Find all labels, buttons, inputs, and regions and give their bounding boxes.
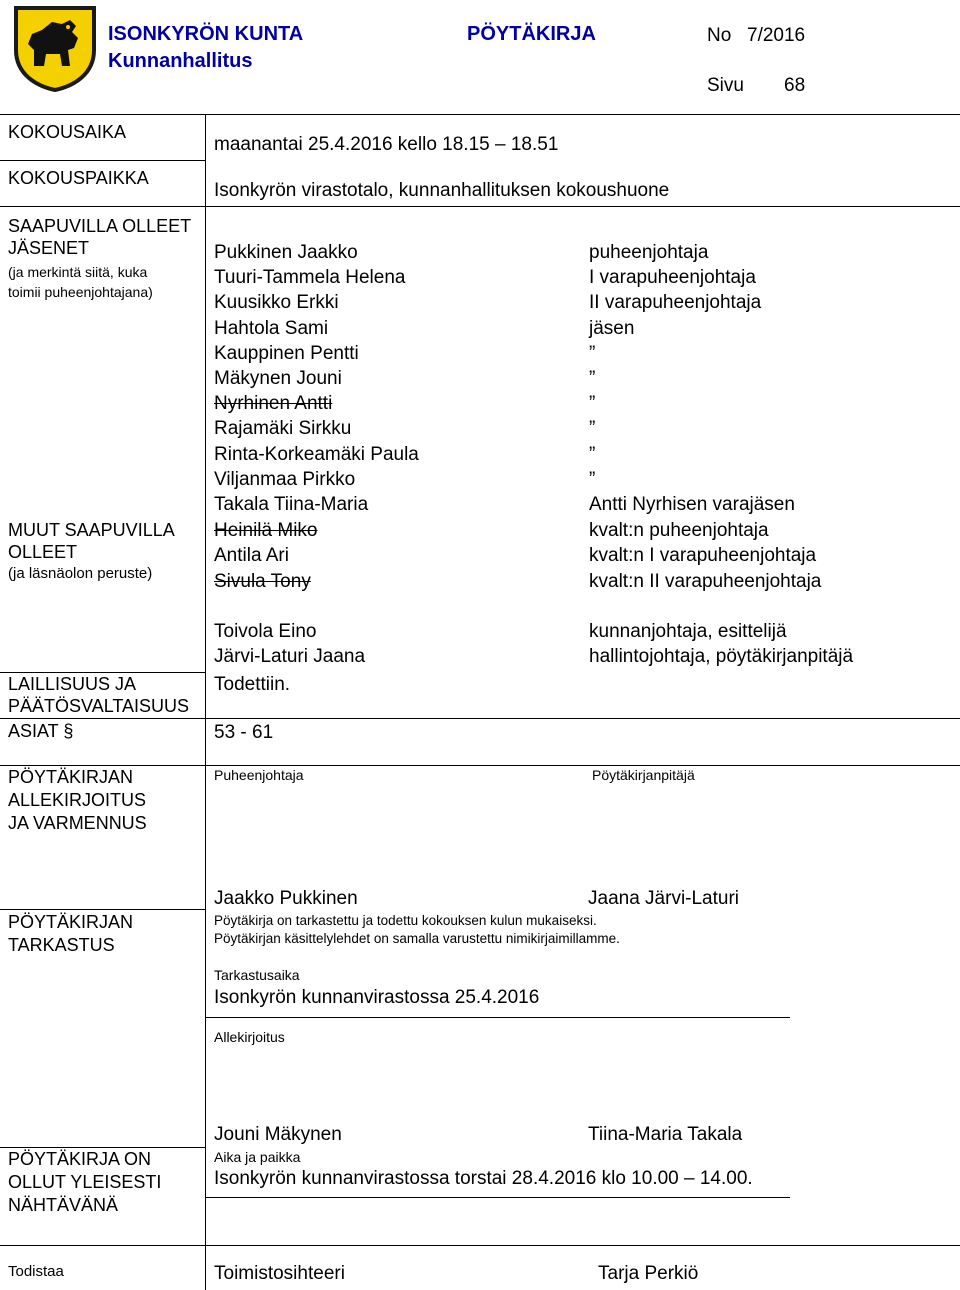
reviewer-name: Tiina-Maria Takala — [588, 1124, 743, 1145]
attendee-name: Järvi-Laturi Jaana — [214, 646, 366, 667]
public-time-place-value: Isonkyrön kunnanvirastossa torstai 28.4.2016 klo 10.00 – 14.00. — [214, 1168, 753, 1189]
review-label: TARKASTUS — [8, 935, 115, 955]
table-top-border — [0, 114, 960, 115]
document-type: PÖYTÄKIRJA — [467, 23, 596, 45]
attendee-role: Antti Nyrhisen varajäsen — [589, 494, 795, 515]
attendee-role: ” — [589, 418, 596, 440]
row-divider — [0, 672, 205, 673]
attendee-name: Mäkynen Jouni — [214, 368, 342, 389]
members-label: JÄSENET — [8, 238, 90, 258]
attendee-name: Viljanmaa Pirkko — [214, 468, 356, 490]
attendee-name: Tuuri-Tammela Helena — [214, 267, 406, 289]
public-label: OLLUT YLEISESTI — [8, 1172, 162, 1192]
secretary-signature-label: Pöytäkirjanpitäjä — [592, 767, 695, 783]
attendee-name: Rajamäki Sirkku — [214, 418, 352, 440]
attendee-role: puheenjohtaja — [589, 242, 709, 263]
signing-label: PÖYTÄKIRJAN — [8, 767, 134, 787]
chair-name: Jaakko Pukkinen — [214, 888, 358, 909]
others-note: (ja läsnäolon peruste) — [8, 565, 153, 582]
legality-value: Todettiin. — [214, 674, 291, 695]
legality-label: LAILLISUUS JA — [8, 674, 137, 694]
governing-body: Kunnanhallitus — [108, 50, 253, 72]
members-note: (ja merkintä siitä, kuka — [8, 264, 148, 280]
attendee-role: jäsen — [589, 317, 635, 339]
chair-signature-label: Puheenjohtaja — [214, 767, 304, 783]
signing-label: JA VARMENNUS — [8, 813, 147, 833]
signing-label: ALLEKIRJOITUS — [8, 790, 147, 810]
members-label: SAAPUVILLA OLLEET — [8, 216, 192, 236]
others-label: OLLEET — [8, 542, 78, 562]
certify-name: Tarja Perkiö — [598, 1263, 699, 1284]
row-divider — [0, 1147, 205, 1148]
review-label: PÖYTÄKIRJAN — [8, 912, 134, 932]
public-time-place-label: Aika ja paikka — [214, 1149, 301, 1165]
review-text: Pöytäkirja on tarkastettu ja todettu kokouksen kulun mukaiseksi. — [214, 913, 597, 928]
attendee-name: Nyrhinen Antti — [214, 393, 333, 415]
meeting-time-label: KOKOUSAIKA — [8, 122, 127, 142]
attendee-role: kvalt:n II varapuheenjohtaja — [589, 571, 822, 592]
meeting-time-value: maanantai 25.4.2016 kello 18.15 – 18.51 — [214, 134, 559, 155]
attendee-role: kunnanjohtaja, esittelijä — [589, 621, 787, 642]
others-label: MUUT SAAPUVILLA — [8, 520, 175, 540]
attendee-name: Antila Ari — [214, 545, 289, 566]
row-divider — [0, 1245, 960, 1246]
meeting-place-label: KOKOUSPAIKKA — [8, 168, 149, 188]
attendee-role: I varapuheenjohtaja — [589, 267, 756, 289]
attendee-name: Rinta-Korkeamäki Paula — [214, 443, 419, 465]
review-signature-label: Allekirjoitus — [214, 1029, 285, 1045]
attendee-role: ” — [589, 468, 596, 490]
items-value: 53 - 61 — [214, 722, 274, 743]
items-label: ASIAT § — [8, 721, 74, 741]
attendee-name: Toivola Eino — [214, 621, 317, 642]
members-note: toimii puheenjohtajana) — [8, 284, 153, 300]
secretary-name: Jaana Järvi-Laturi — [588, 888, 740, 909]
attendee-name: Heinilä Miko — [214, 520, 318, 541]
certify-title: Toimistosihteeri — [214, 1263, 345, 1284]
document-number: 7/2016 — [747, 25, 806, 46]
signature-line — [206, 1017, 790, 1018]
label-column-divider — [205, 114, 206, 1290]
attendee-role: ” — [589, 368, 596, 389]
attendee-name: Hahtola Sami — [214, 317, 329, 339]
number-label: No — [707, 25, 732, 46]
review-time-value: Isonkyrön kunnanvirastossa 25.4.2016 — [214, 987, 540, 1008]
attendee-name: Kauppinen Pentti — [214, 342, 359, 364]
row-divider — [0, 909, 205, 910]
attendee-name: Kuusikko Erkki — [214, 292, 339, 314]
public-label: PÖYTÄKIRJA ON — [8, 1149, 152, 1169]
attendee-role: ” — [589, 342, 596, 364]
certify-label: Todistaa — [8, 1263, 64, 1280]
public-label: NÄHTÄVÄNÄ — [8, 1195, 119, 1215]
row-divider — [0, 718, 960, 719]
page-number: 68 — [784, 75, 806, 96]
attendee-name: Sivula Tony — [214, 571, 311, 592]
attendee-role: kvalt:n I varapuheenjohtaja — [589, 545, 817, 566]
reviewer-name: Jouni Mäkynen — [214, 1124, 342, 1145]
attendee-role: ” — [589, 393, 596, 415]
signature-line — [206, 1197, 790, 1198]
attendee-role: kvalt:n puheenjohtaja — [589, 520, 769, 541]
page-label: Sivu — [707, 75, 744, 96]
row-divider — [0, 206, 960, 207]
review-text: Pöytäkirjan käsittelylehdet on samalla varustettu nimikirjaimillamme. — [214, 931, 620, 946]
legality-label: PÄÄTÖSVALTAISUUS — [8, 696, 190, 716]
coat-of-arms-icon — [12, 4, 98, 92]
attendee-name: Pukkinen Jaakko — [214, 242, 358, 263]
row-divider — [0, 160, 205, 161]
attendee-name: Takala Tiina-Maria — [214, 494, 369, 515]
meeting-place-value: Isonkyrön virastotalo, kunnanhallituksen kokoushuone — [214, 180, 670, 201]
attendee-role: ” — [589, 443, 596, 465]
attendee-role: hallintojohtaja, pöytäkirjanpitäjä — [589, 646, 854, 667]
row-divider — [0, 765, 960, 766]
attendee-role: II varapuheenjohtaja — [589, 292, 762, 314]
municipality-name: ISONKYRÖN KUNTA — [108, 23, 304, 45]
review-time-label: Tarkastusaika — [214, 967, 300, 983]
